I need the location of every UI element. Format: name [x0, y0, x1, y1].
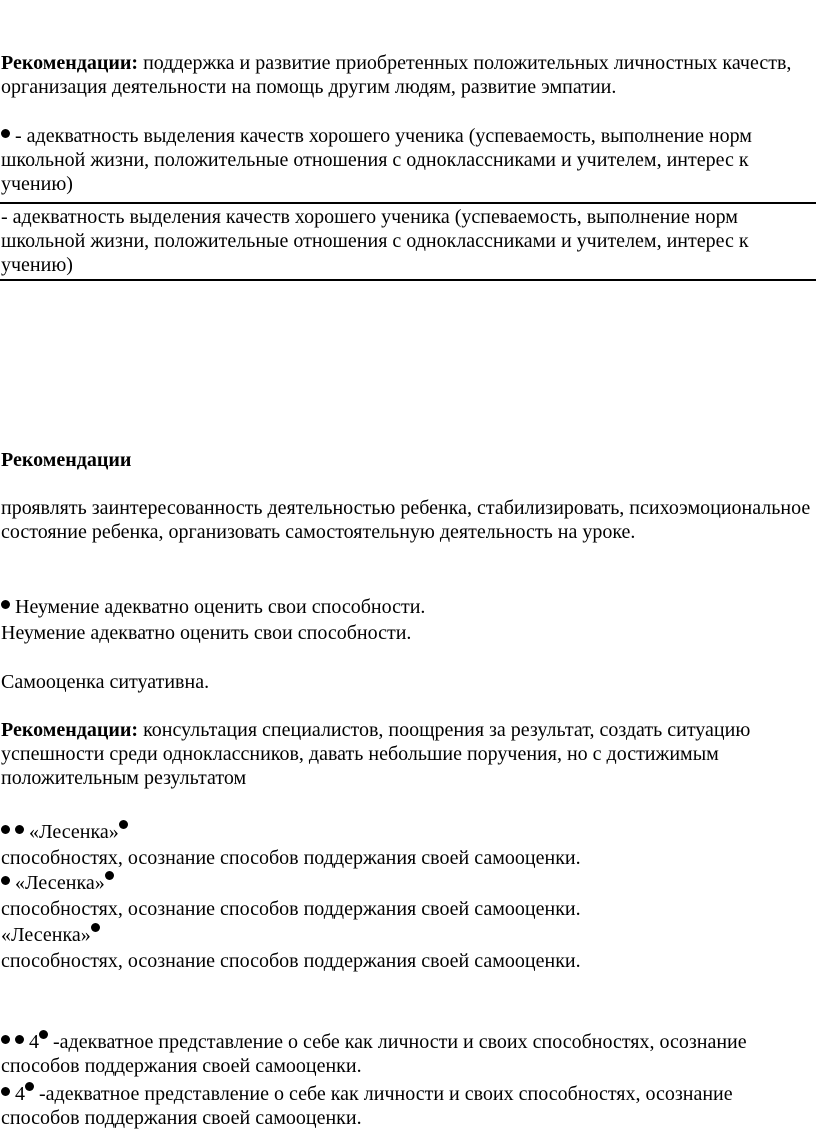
ladder-line-3: [1, 923, 813, 947]
horizontal-rule-bottom: [0, 279, 816, 281]
bullet-icon: [119, 820, 128, 829]
bullet-icon: [25, 1082, 34, 1091]
recommendation-2-heading: [1, 448, 813, 472]
item-4-text: -адекватное представление о себе как личности и своих способностях, осознание способов поддержания своей самооценки.: [1, 1031, 747, 1077]
bullet-icon: [39, 1030, 48, 1039]
recommendation-1-text: поддержка и развитие приобретенных положительных личностных качеств, организация деятельности на помощь другим людям, развитие эмпатии.: [1, 52, 792, 98]
horizontal-rule-top: [0, 202, 816, 204]
bullet-icon: [1, 129, 10, 138]
bullet-icon: [15, 825, 24, 834]
ladder-line-1: [1, 820, 813, 844]
bullet-item-2-repeat: Неумение адекватно оценить свои способности.: [1, 622, 412, 644]
bullet-item-2-text: Неумение адекватно оценить свои способности.: [10, 596, 426, 618]
recommendation-2-text: проявлять заинтересованность деятельностью ребенка, стабилизировать, психоэмоциональное состояние ребенка, организовать самостоятельную деятельность на уроке.: [1, 497, 811, 543]
ladder-text-3: способностях, осознание способов поддержания своей самооценки.: [1, 950, 581, 972]
ladder-text-2: способностях, осознание способов поддержания своей самооценки.: [1, 898, 581, 920]
item-4-text: -адекватное представление о себе как личности и своих способностях, осознание способов поддержания своей самооценки.: [1, 1083, 733, 1129]
bullet-icon: [1, 825, 10, 834]
recommendation-3-text: консультация специалистов, поощрения за результат, создать ситуацию успешности среди одноклассников, давать небольшие поручения, но с достижимым положительным результатом: [1, 719, 751, 789]
item-4-number: 4: [29, 1031, 39, 1053]
item-4-first: [1, 1030, 813, 1078]
ladder-name: «Лесенка»: [1, 924, 91, 946]
ladder-name: «Лесенка»: [15, 872, 105, 894]
bullet-item-1: [1, 124, 813, 196]
bullet-icon: [1, 1035, 10, 1044]
ladder-text-1: способностях, осознание способов поддержания своей самооценки.: [1, 847, 581, 869]
bullet-icon: [15, 1035, 24, 1044]
item-4-second: [1, 1082, 813, 1130]
recommendation-2-label: Рекомендации: [1, 449, 132, 471]
self-esteem-note: Самооценка ситуативна.: [1, 671, 210, 693]
bullet-icon: [91, 923, 100, 932]
recommendation-3-label: Рекомендации:: [1, 719, 139, 741]
recommendation-1-label: Рекомендации:: [1, 52, 139, 74]
recommendation-3: [1, 718, 813, 790]
bullet-item-1-prefix: -: [10, 125, 27, 147]
bullet-icon: [1, 1087, 10, 1096]
ladder-name: «Лесенка»: [29, 821, 119, 843]
bullet-item-2: [1, 595, 813, 619]
item-4-number: 4: [15, 1083, 25, 1105]
bullet-icon: [105, 871, 114, 880]
bullet-item-1-repeat: - адекватность выделения качеств хорошего ученика (успеваемость, выполнение норм школьной жизни, положительные отношения с одноклассниками и учителем, интерес к учению): [1, 206, 749, 276]
bullet-icon: [1, 600, 10, 609]
ladder-line-2: [1, 871, 813, 895]
bullet-icon: [1, 876, 10, 885]
bullet-item-1-text: адекватность выделения качеств хорошего ученика (успеваемость, выполнение норм школьной жизни, положительные отношения с одноклассниками и учителем, интерес к учению): [1, 125, 752, 195]
recommendation-1: [1, 51, 813, 99]
